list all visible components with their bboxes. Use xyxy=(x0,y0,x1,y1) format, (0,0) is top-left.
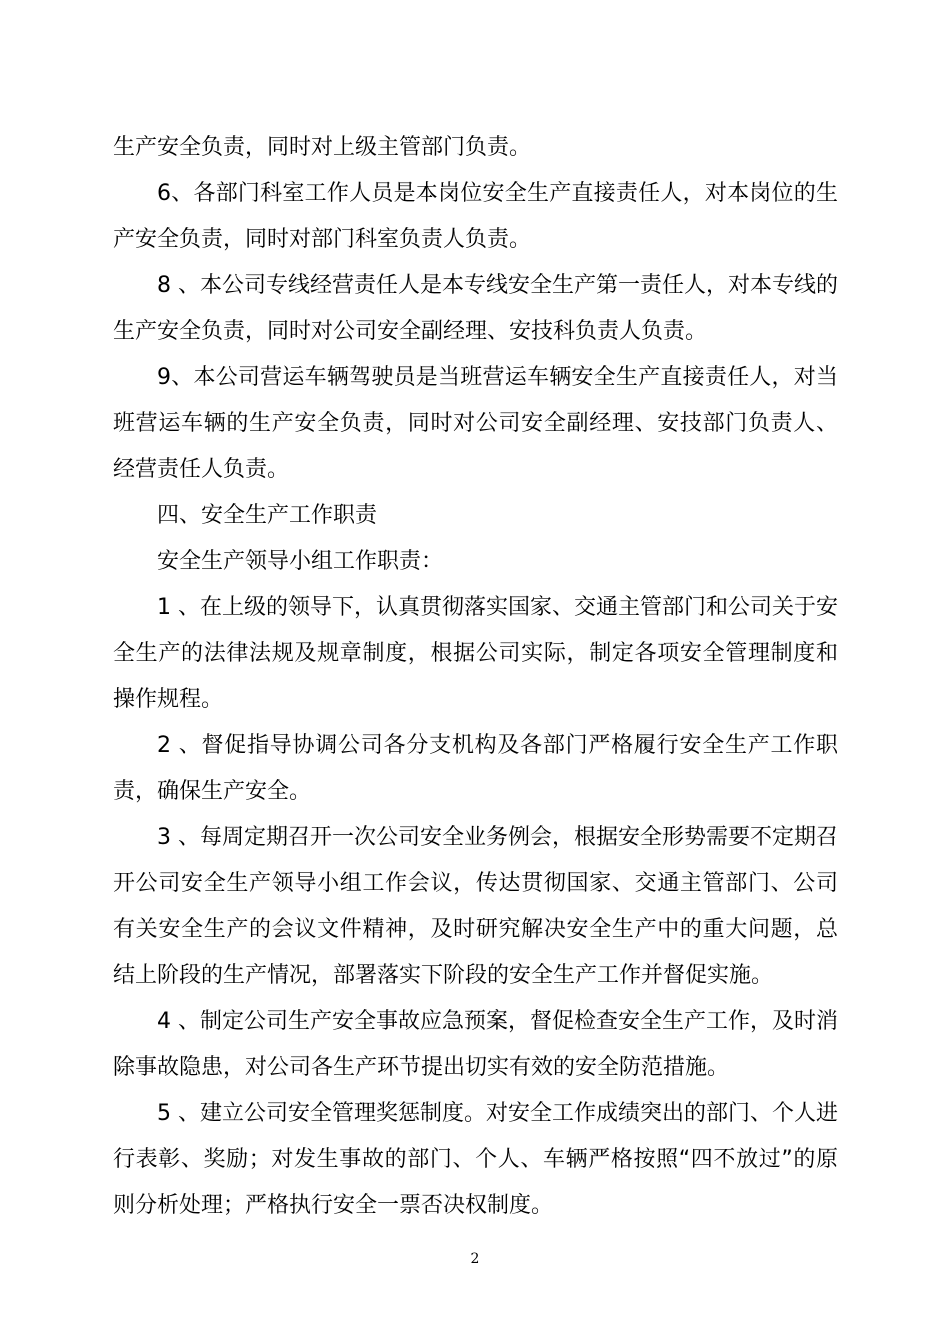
paragraph-continuation: 生产安全负责，同时对上级主管部门负责。 xyxy=(113,135,532,160)
page-number: 2 xyxy=(470,1251,480,1267)
paragraph-item-9: 9、本公司营运车辆驾驶员是当班营运车辆安全生产直接责任人，对当班营运车辆的生产安全负责，同时对公司安全副经理、安技部门负责人、经营责任人负责。 xyxy=(113,365,838,482)
duty-item-2: 2 、督促指导协调公司各分支机构及各部门严格履行安全生产工作职责，确保生产安全。 xyxy=(113,733,838,804)
paragraph-item-8: 8 、本公司专线经营责任人是本专线安全生产第一责任人，对本专线的生产安全负责，同时对公司安全副经理、安技科负责人负责。 xyxy=(113,273,838,344)
section-heading-4: 四、安全生产工作职责 xyxy=(157,503,378,528)
duty-item-4: 4 、制定公司生产安全事故应急预案，督促检查安全生产工作，及时消除事故隐患，对公司各生产环节提出切实有效的安全防范措施。 xyxy=(113,1009,838,1080)
duty-item-1: 1 、在上级的领导下，认真贯彻落实国家、交通主管部门和公司关于安全生产的法律法规及规章制度，根据公司实际，制定各项安全管理制度和操作规程。 xyxy=(113,595,838,712)
document-body xyxy=(113,125,838,1229)
subsection-heading: 安全生产领导小组工作职责： xyxy=(157,549,444,574)
paragraph-item-6: 6、各部门科室工作人员是本岗位安全生产直接责任人，对本岗位的生产安全负责，同时对部门科室负责人负责。 xyxy=(113,181,838,252)
duty-item-5: 5 、建立公司安全管理奖惩制度。对安全工作成绩突出的部门、个人进行表彰、奖励；对发生事故的部门、个人、车辆严格按照“四不放过”的原则分析处理；严格执行安全一票否决权制度。 xyxy=(113,1101,838,1218)
duty-item-3: 3 、每周定期召开一次公司安全业务例会，根据安全形势需要不定期召开公司安全生产领导小组工作会议，传达贯彻国家、交通主管部门、公司有关安全生产的会议文件精神，及时研究解决安全生产中的重大问题，总结上阶段的生产情况，部署落实下阶段的安全生产工作并督促实施。 xyxy=(113,825,838,988)
